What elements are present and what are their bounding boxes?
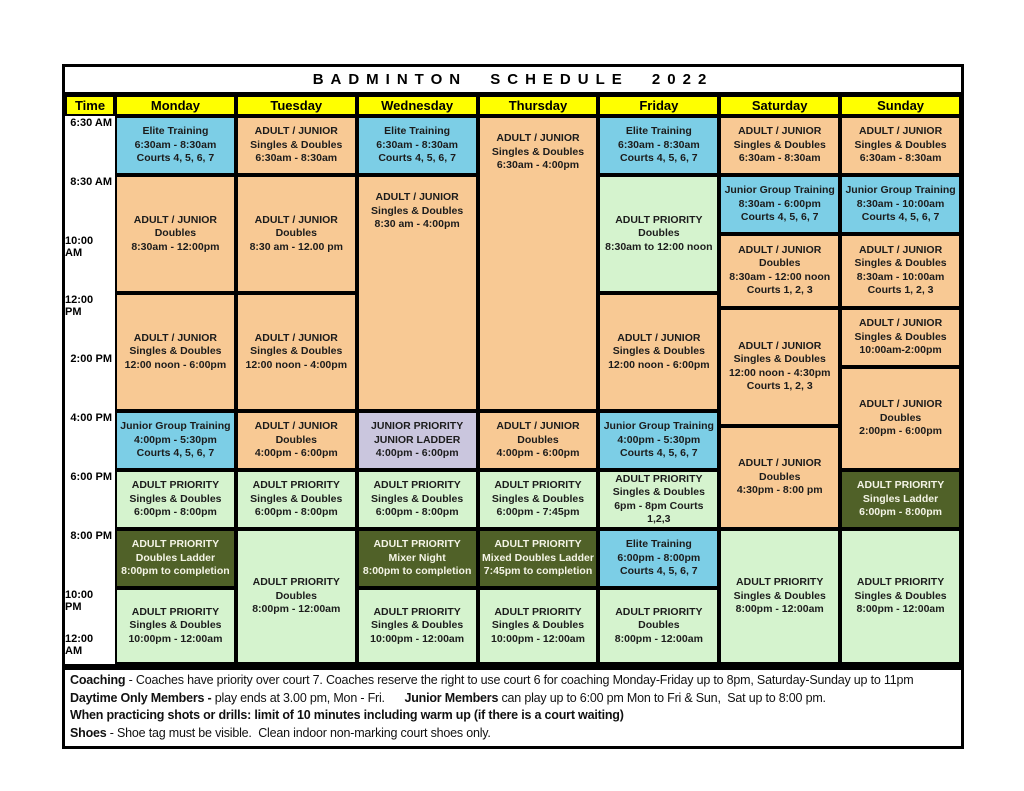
event-text-line: Singles & Doubles [491,619,585,632]
event-text-line: Courts 4, 5, 6, 7 [620,447,698,460]
event-text-line: Singles & Doubles [854,138,947,151]
event-text-line: 6:30am - 8:30am [859,152,942,165]
event-sunday-row25 [840,470,961,529]
event-text-line: JUNIOR PRIORITY [371,420,464,433]
day-header-friday: Friday [598,95,719,116]
event-text-line: ADULT / JUNIOR [133,331,218,344]
event-text-line: Courts 4, 5, 6, 7 [620,565,698,578]
event-text-line: 8:00pm - 12:00am [252,603,341,616]
event-text-line: ADULT / JUNIOR [496,132,580,144]
event-text-line: 8:00pm to completion [121,565,230,578]
event-text-line: Courts 4, 5, 6, 7 [136,152,215,165]
event-text-line: 8:30am - 10:00am [856,197,945,210]
event-wednesday-row1 [357,116,478,175]
event-text-line: Singles & Doubles [371,619,464,632]
event-text-line: ADULT / JUNIOR [617,331,701,344]
event-saturday-row9 [719,234,840,308]
day-header-saturday: Saturday [719,95,840,116]
event-text-line: Doubles Ladder [135,551,216,564]
event-wednesday-row29 [357,529,478,588]
event-text-line: Doubles [517,433,559,446]
event-sunday-row1 [840,116,961,175]
event-text-line: ADULT PRIORITY [373,605,461,618]
event-text-line: Mixer Night [388,551,446,564]
event-text-line: 4:00pm - 6:00pm [496,447,580,460]
event-text-line: Elite Training [625,125,692,138]
event-text-line: ADULT / JUNIOR [254,420,338,433]
schedule-table [62,64,964,667]
event-monday-row21 [115,411,236,470]
event-text-line: ADULT PRIORITY [373,538,461,551]
event-tuesday-row29 [236,529,357,664]
time-label-800pm: 8:00 PM [70,530,112,542]
time-label-600pm: 6:00 PM [70,471,112,483]
note-segment: Junior Members [404,690,499,705]
event-sunday-row29 [840,529,961,664]
event-text-line: Doubles [759,470,801,483]
event-text-line: 6:00pm - 8:00pm [617,551,701,564]
event-text-line: 6:30am - 8:30am [255,152,338,165]
event-text-line: 7:45pm to completion [483,565,593,578]
event-text-line: Singles & Doubles [733,138,826,151]
event-text-line: Singles & Doubles [733,589,826,602]
event-text-line: Courts 1, 2, 3 [867,284,934,297]
event-text-line: 6:00pm - 8:00pm [859,506,942,519]
event-text-line: ADULT / JUNIOR [254,125,338,138]
event-text-line: 6:00pm - 8:00pm [133,506,217,519]
event-text-line: 8:00pm - 12:00am [856,603,945,616]
event-text-line: Singles & Doubles [250,345,343,358]
event-text-line: ADULT / JUNIOR [496,420,580,433]
event-friday-row1 [598,116,719,175]
event-text-line: 4:00pm - 5:30pm [133,433,217,446]
event-text-line: 12:00 noon - 6:00pm [608,358,710,371]
event-text-line: 8:30 am - 12.00 pm [249,240,343,253]
event-text-line: Singles & Doubles [250,492,343,505]
time-label-400pm: 4:00 PM [70,412,112,424]
event-text-line: 12:00 noon - 4:00pm [245,358,348,371]
event-text-line: ADULT / JUNIOR [738,457,822,470]
event-text-line: ADULT PRIORITY [252,576,340,589]
event-text-line: JUNIOR LADDER [373,433,461,446]
day-header-thursday: Thursday [478,95,599,116]
event-friday-row13 [598,293,719,411]
event-text-line: Doubles [275,433,317,446]
event-wednesday-row5 [357,175,478,411]
event-friday-row33 [598,588,719,664]
event-saturday-row5 [719,175,840,234]
event-text-line: 6:00pm - 8:00pm [375,506,459,519]
event-monday-row29 [115,529,236,588]
event-text-line: 10:00am-2:00pm [859,344,942,356]
event-text-line: Junior Group Training [603,420,714,433]
event-text-line: Doubles [638,619,680,632]
event-saturday-row1 [719,116,840,175]
event-thursday-row33 [478,588,599,664]
event-text-line: Junior Group Training [120,420,231,433]
event-text-line: Singles & Doubles [733,353,826,366]
event-sunday-row5 [840,175,961,234]
event-text-line: Singles & Doubles [371,492,464,505]
notes-section [62,667,964,749]
time-label-830am: 8:30 AM [70,176,112,188]
event-text-line: Doubles [154,227,197,240]
event-text-line: Doubles [759,257,801,270]
event-text-line: Singles & Doubles [612,345,705,358]
event-friday-row5 [598,175,719,293]
note-segment: Shoes [70,725,107,740]
event-friday-row29 [598,529,719,588]
note-segment: can play up to 6:00 pm Mon to Fri & Sun, Sat up to 8:00 pm. [498,690,826,705]
event-saturday-row14 [719,308,840,426]
event-text-line: 6:30am - 8:30am [738,152,821,165]
event-text-line: Courts 4, 5, 6, 7 [378,152,456,165]
event-text-line: 8:30am - 12:00pm [131,240,220,253]
event-text-line: Singles & Doubles [491,492,585,505]
event-text-line: Singles & Doubles [371,204,464,217]
event-thursday-row21 [478,411,599,470]
event-text-line: Singles & Doubles [854,330,947,343]
event-text-line: 12:00 noon - 6:00pm [124,358,227,371]
event-text-line: 6:30am - 8:30am [134,138,217,151]
event-text-line: ADULT / JUNIOR [738,243,822,256]
event-text-line: Doubles [275,589,317,602]
schedule-grid [65,116,961,664]
event-text-line: 8:30 am - 4:00pm [374,218,460,230]
event-text-line: 8:00pm - 12:00am [735,603,824,616]
event-thursday-row29 [478,529,599,588]
event-saturday-row29 [719,529,840,664]
page-title: BADMINTON SCHEDULE 2022 [65,67,961,95]
event-text-line: ADULT / JUNIOR [858,317,943,329]
event-text-line: 6:30am - 8:30am [376,138,458,151]
event-monday-row1 [115,116,236,175]
day-header-sunday: Sunday [840,95,961,116]
event-text-line: ADULT PRIORITY [494,479,582,492]
event-text-line: Singles & Doubles [612,486,705,498]
event-text-line: ADULT / JUNIOR [254,331,338,344]
event-wednesday-row21 [357,411,478,470]
event-text-line: 8:00pm to completion [362,565,472,578]
event-text-line: ADULT PRIORITY [615,605,703,618]
event-thursday-row25 [478,470,599,529]
note-segment: - Shoe tag must be visible. Clean indoor non-marking court shoes only. [106,725,491,740]
event-text-line: 10:00pm - 12:00am [491,632,585,645]
event-text-line: Singles Ladder [862,492,939,505]
event-text-line: Singles & Doubles [854,257,947,270]
event-thursday-row1 [478,116,599,411]
event-text-line: Singles & Doubles [129,619,222,632]
event-text-line: Singles & Doubles [854,589,947,602]
note-segment: play ends at 3.00 pm, Mon - Fri. [211,690,405,705]
event-tuesday-row21 [236,411,357,470]
event-friday-row25 [598,470,719,529]
event-text-line: ADULT / JUNIOR [858,243,943,256]
time-label-1000pm: 10:00 PM [65,589,94,613]
event-text-line: 4:00pm - 6:00pm [254,447,338,460]
event-text-line: Singles & Doubles [129,345,222,358]
event-monday-row5 [115,175,236,293]
event-text-line: Singles & Doubles [250,138,343,151]
event-sunday-row9 [840,234,961,308]
event-monday-row25 [115,470,236,529]
event-text-line: Mixed Doubles Ladder [481,551,594,564]
day-header-row [65,95,961,116]
event-text-line: ADULT PRIORITY [856,479,945,492]
event-text-line: Courts 4, 5, 6, 7 [620,152,698,165]
event-text-line: Courts 4, 5, 6, 7 [740,211,819,224]
event-text-line: ADULT PRIORITY [494,538,582,551]
event-text-line: ADULT / JUNIOR [738,125,822,138]
event-text-line: ADULT PRIORITY [373,479,461,492]
event-text-line: Courts 1, 2, 3 [746,380,813,393]
event-text-line: Courts 4, 5, 6, 7 [861,211,940,224]
event-text-line: 12:00 noon - 4:30pm [728,366,831,379]
event-text-line: 6pm - 8pm Courts 1,2,3 [614,499,704,525]
event-text-line: Doubles [638,227,680,240]
event-text-line: Courts 4, 5, 6, 7 [136,447,215,460]
event-text-line: Elite Training [625,538,692,551]
event-text-line: 8:30am to 12:00 noon [605,240,713,253]
event-monday-row33 [115,588,236,664]
event-text-line: ADULT / JUNIOR [133,213,218,226]
event-text-line: 10:00pm - 12:00am [128,632,223,645]
event-text-line: ADULT PRIORITY [131,538,220,551]
event-text-line: 6:30am - 4:00pm [496,159,580,171]
event-text-line: ADULT / JUNIOR [254,213,338,226]
time-column-header: Time [65,95,115,116]
time-label-1200am: 12:00 AM [65,633,94,657]
event-friday-row21 [598,411,719,470]
event-text-line: ADULT PRIORITY [615,213,703,226]
event-tuesday-row25 [236,470,357,529]
event-wednesday-row33 [357,588,478,664]
event-text-line: ADULT / JUNIOR [738,339,822,352]
event-text-line: 4:00pm - 6:00pm [375,447,459,460]
note-segment: Daytime Only Members - [70,690,212,705]
event-saturday-row22 [719,426,840,529]
event-text-line: Junior Group Training [845,184,956,197]
note-segment: Coaching [70,673,126,687]
event-text-line: 8:30am - 12:00 noon [729,270,831,283]
event-text-line: Elite Training [384,125,451,138]
note-line-4 [70,725,956,743]
event-text-line: ADULT PRIORITY [856,576,945,589]
event-text-line: ADULT / JUNIOR [858,398,943,411]
event-text-line: Singles & Doubles [491,145,585,158]
event-tuesday-row13 [236,293,357,411]
event-text-line: 8:30am - 10:00am [856,270,945,283]
event-text-line: Singles & Doubles [129,492,222,505]
time-label-630am: 6:30 AM [70,117,112,129]
event-tuesday-row1 [236,116,357,175]
event-text-line: Courts 1, 2, 3 [746,284,813,297]
time-label-200pm: 2:00 PM [70,353,112,365]
day-header-wednesday: Wednesday [357,95,478,116]
event-text-line: ADULT PRIORITY [131,605,220,618]
day-header-monday: Monday [115,95,236,116]
event-wednesday-row25 [357,470,478,529]
event-text-line: ADULT PRIORITY [736,576,824,589]
event-text-line: ADULT PRIORITY [615,472,703,485]
event-text-line: 8:00pm - 12:00am [614,632,703,645]
event-text-line: ADULT / JUNIOR [858,125,943,138]
event-text-line: 4:00pm - 5:30pm [617,433,701,446]
note-segment: When practicing shots or drills: limit of 10 minutes including warm up (if there is a court waiting) [70,708,624,722]
event-sunday-row18 [840,367,961,470]
event-text-line: ADULT / JUNIOR [375,191,459,203]
note-line-1 [70,672,956,690]
note-segment: - Coaches have priority over court 7. Coaches reserve the right to use court 6 for coaching Monday-Friday up to 8pm, Saturday-Sunday up to 11pm [125,673,914,687]
event-text-line: 8:30am - 6:00pm [738,197,821,210]
event-text-line: Doubles [275,227,317,240]
event-text-line: 6:30am - 8:30am [617,138,700,151]
event-text-line: 6:00pm - 7:45pm [496,506,580,519]
event-text-line: ADULT PRIORITY [494,605,582,618]
event-sunday-row14 [840,308,961,367]
event-tuesday-row5 [236,175,357,293]
event-text-line: ADULT PRIORITY [131,479,220,492]
time-label-1000am: 10:00 AM [65,235,94,259]
event-text-line: 6:00pm - 8:00pm [254,506,338,519]
event-text-line: Junior Group Training [724,184,835,197]
event-monday-row13 [115,293,236,411]
day-header-tuesday: Tuesday [236,95,357,116]
event-text-line: Doubles [879,411,922,424]
event-text-line: 2:00pm - 6:00pm [859,425,942,438]
note-line-3 [70,707,956,725]
event-text-line: ADULT PRIORITY [252,479,340,492]
time-label-1200pm: 12:00 PM [65,294,94,318]
event-text-line: Elite Training [142,125,209,138]
note-line-2 [70,690,956,708]
event-text-line: 4:30pm - 8:00 pm [736,484,823,497]
event-text-line: 10:00pm - 12:00am [370,632,465,645]
